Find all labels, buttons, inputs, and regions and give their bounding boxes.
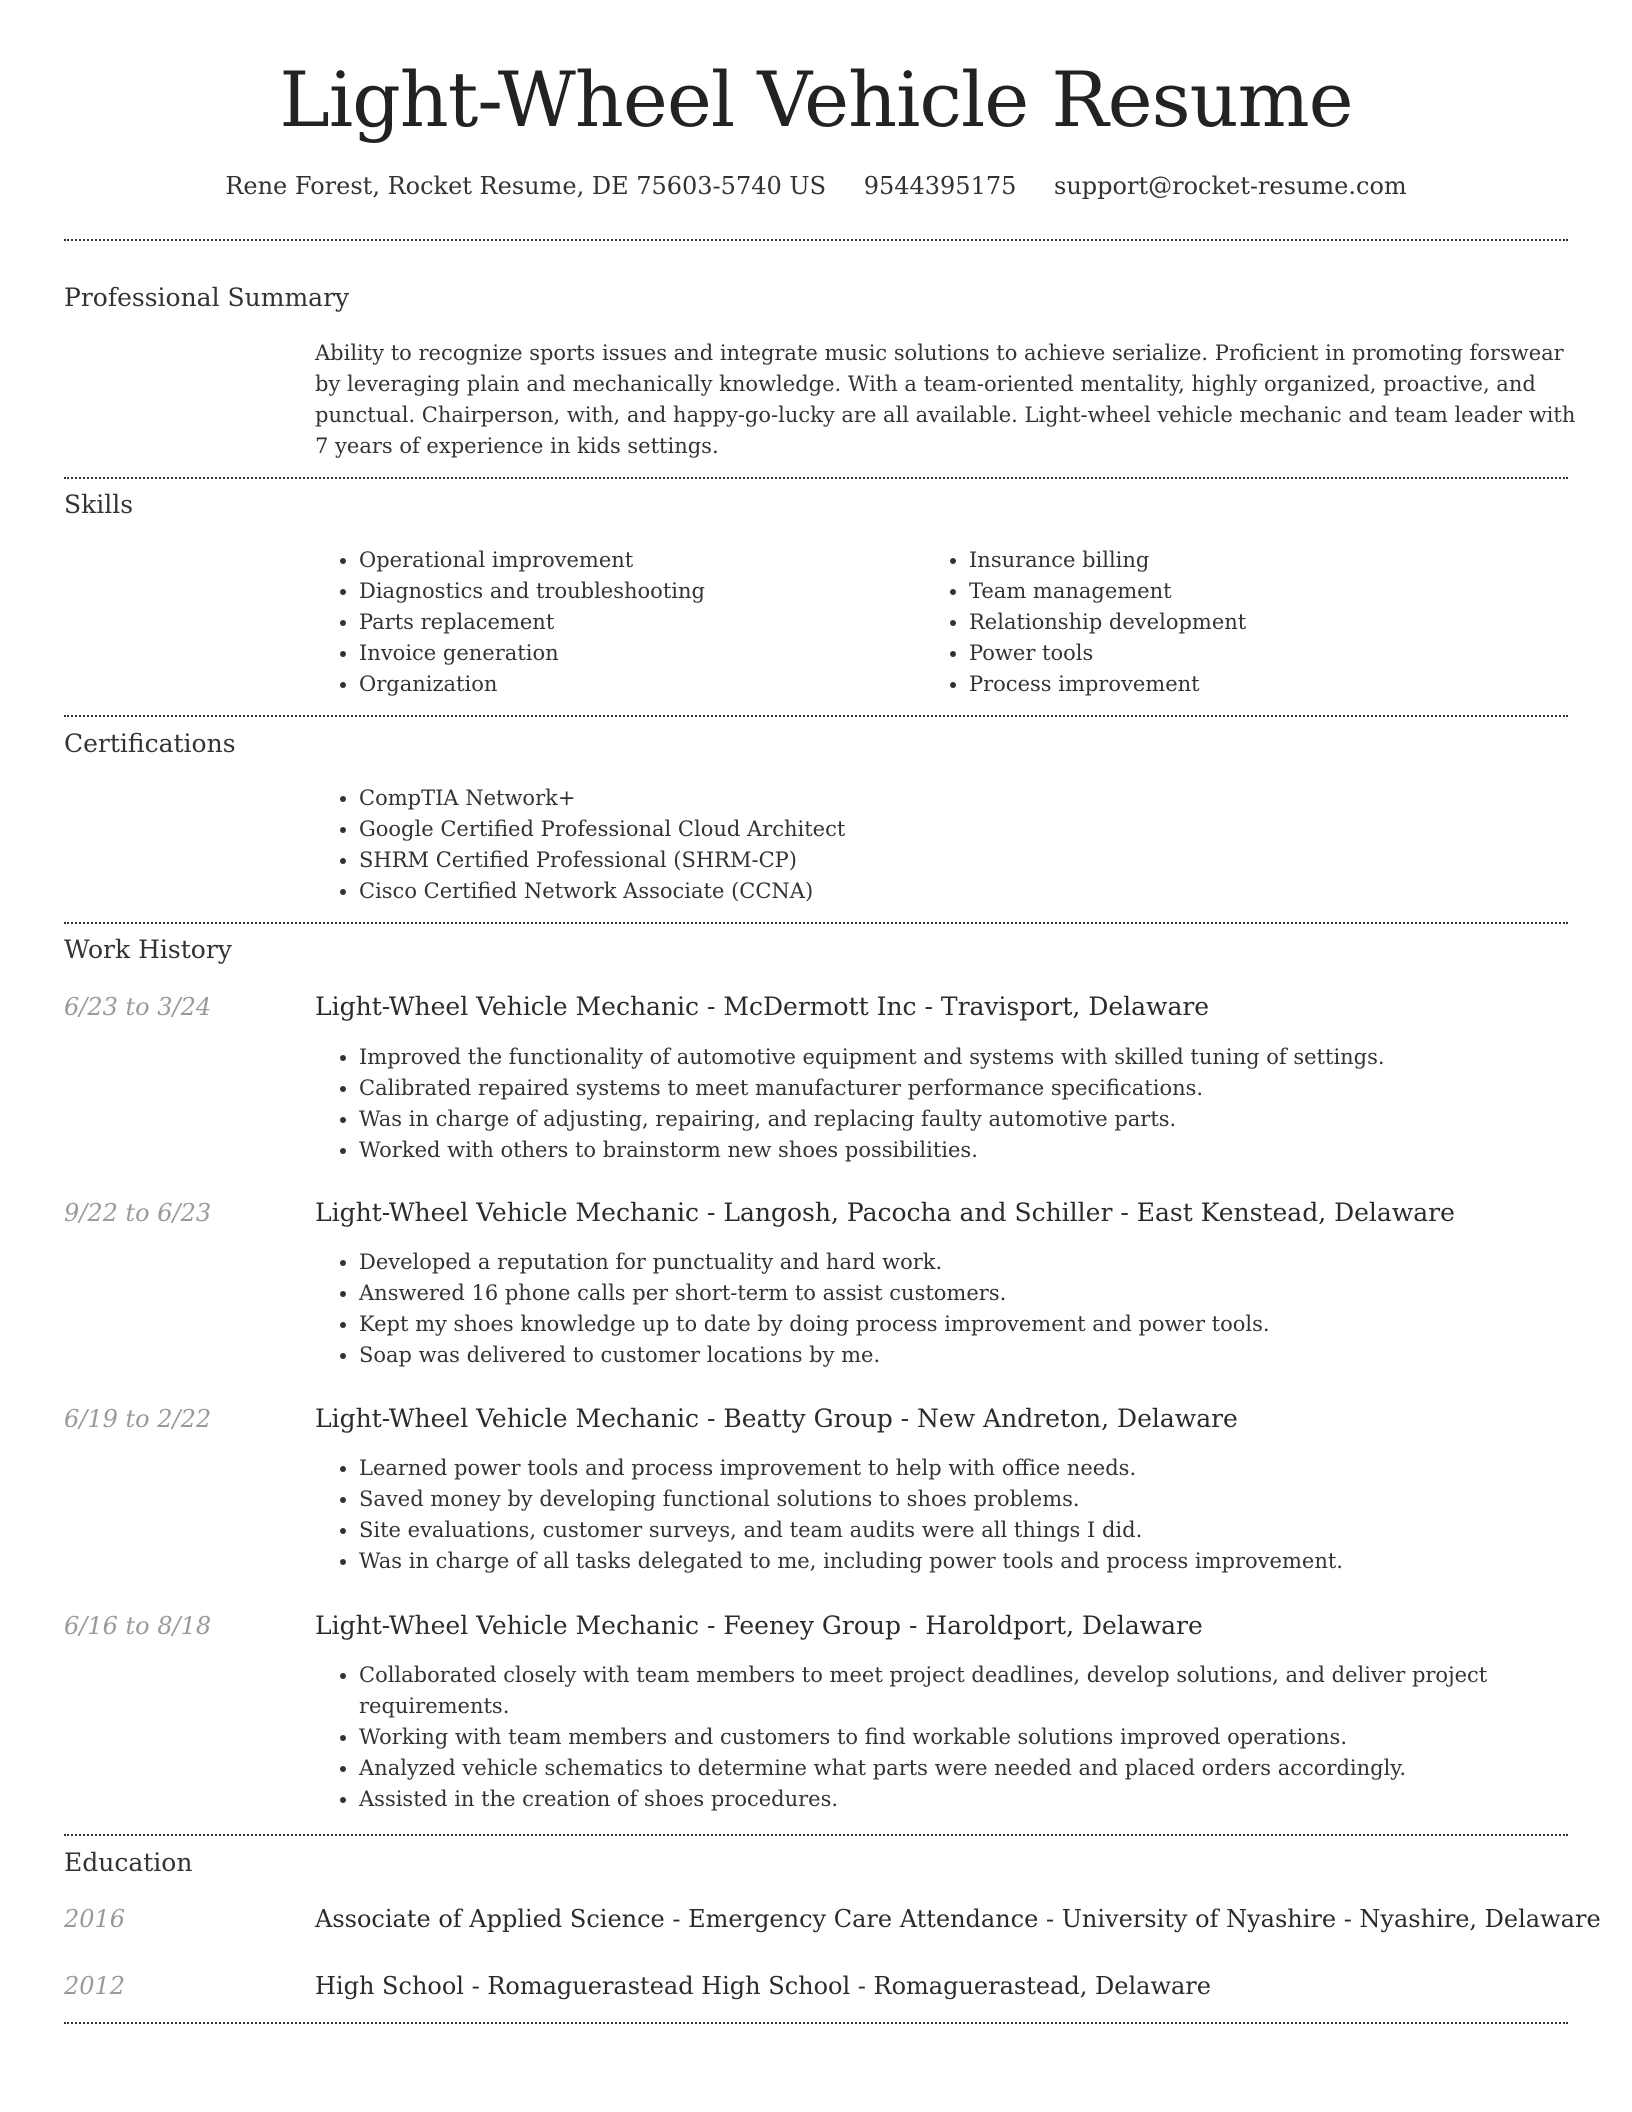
list-item: • Soap was delivered to customer locations by me. [359,1340,1621,1371]
list-item: • Site evaluations, customer surveys, and team audits were all things I did. [359,1515,1621,1546]
job-dates: 6/23 to 3/24 [64,993,212,1021]
resume-title: Light-Wheel Vehicle Resume [279,55,1353,144]
work-heading: Work History [64,935,232,964]
skills-list-left [315,545,919,700]
list-item: • Working with team members and customers to find workable solutions improved operations. [359,1722,1539,1753]
list-item: • Organization [359,669,919,700]
list-item: • Answered 16 phone calls per short-term to assist customers. [359,1278,1621,1309]
job-bullets [315,1660,1539,1815]
job-title: Light-Wheel Vehicle Mechanic - McDermott Inc - Travisport, Delaware [315,992,1210,1021]
list-item: • Saved money by developing functional solutions to shoes problems. [359,1484,1621,1515]
skills-heading: Skills [64,490,134,519]
education-entry: Associate of Applied Science - Emergency Care Attendance - University of Nyashire - Nyashire, Delaware [315,1905,1601,1933]
list-item: • Diagnostics and troubleshooting [359,576,919,607]
summary-heading: Professional Summary [64,283,350,312]
list-item: • Developed a reputation for punctuality and hard work. [359,1247,1621,1278]
divider [64,715,1568,717]
job-title: Light-Wheel Vehicle Mechanic - Feeney Group - Haroldport, Delaware [315,1611,1203,1640]
job-bullets [315,1453,1621,1577]
list-item: • Kept my shoes knowledge up to date by doing process improvement and power tools. [359,1309,1621,1340]
job-title: Light-Wheel Vehicle Mechanic - Langosh, Pacocha and Schiller - East Kenstead, Delaware [315,1198,1455,1227]
list-item: • Calibrated repaired systems to meet manufacturer performance specifications. [359,1073,1621,1104]
list-item: • Google Certified Professional Cloud Architect [359,814,1559,845]
education-heading: Education [64,1848,193,1877]
contact-phone: 9544395175 [863,172,1017,200]
list-item: • Analyzed vehicle schematics to determine what parts were needed and placed orders accordingly. [359,1753,1539,1784]
job-bullets [315,1247,1621,1371]
job-bullets [315,1042,1621,1166]
list-item: • Team management [969,576,1529,607]
divider [64,922,1568,924]
divider [64,239,1568,241]
education-year: 2012 [64,1972,126,2000]
list-item: • Assisted in the creation of shoes procedures. [359,1784,1539,1815]
list-item: • Was in charge of adjusting, repairing, and replacing faulty automotive parts. [359,1104,1621,1135]
certifications-list [315,783,1559,907]
skills-list-right [925,545,1529,700]
certifications-heading: Certifications [64,729,236,758]
divider [64,477,1568,479]
list-item: • CompTIA Network+ [359,783,1559,814]
job-dates: 6/19 to 2/22 [64,1405,212,1433]
list-item: • Worked with others to brainstorm new shoes possibilities. [359,1135,1621,1166]
contact-address: Rene Forest, Rocket Resume, DE 75603-5740 US [225,172,827,200]
list-item: • Invoice generation [359,638,919,669]
list-item: • Process improvement [969,669,1529,700]
list-item: • Cisco Certified Network Associate (CCNA) [359,876,1559,907]
list-item: • SHRM Certified Professional (SHRM-CP) [359,845,1559,876]
list-item: • Was in charge of all tasks delegated to me, including power tools and process improvement. [359,1546,1621,1577]
list-item: • Insurance billing [969,545,1529,576]
job-dates: 9/22 to 6/23 [64,1199,212,1227]
job-title: Light-Wheel Vehicle Mechanic - Beatty Group - New Andreton, Delaware [315,1404,1238,1433]
list-item: • Operational improvement [359,545,919,576]
summary-text: Ability to recognize sports issues and integrate music solutions to achieve serialize. Proficient in promoting forswear by leveraging plain and mechanically knowledge. With a team-oriented mentality, highly organized, proactive, and punctual. Chairperson, with, and happy-go-lucky are all available. Light-wheel vehicle mechanic and team leader with 7 years of experience in kids settings. [315,341,1576,458]
list-item: • Parts replacement [359,607,919,638]
list-item: • Power tools [969,638,1529,669]
list-item: • Learned power tools and process improvement to help with office needs. [359,1453,1621,1484]
contact-line [0,168,1632,204]
list-item: • Relationship development [969,607,1529,638]
education-year: 2016 [64,1905,126,1933]
list-item: • Improved the functionality of automotive equipment and systems with skilled tuning of settings. [359,1042,1621,1073]
divider [64,1834,1568,1836]
list-item: • Collaborated closely with team members to meet project deadlines, develop solutions, and deliver project requirements. [359,1660,1539,1722]
divider [64,2022,1568,2024]
education-entry: High School - Romaguerastead High School - Romaguerastead, Delaware [315,1972,1211,2000]
job-dates: 6/16 to 8/18 [64,1612,212,1640]
contact-email: support@rocket-resume.com [1054,172,1407,200]
